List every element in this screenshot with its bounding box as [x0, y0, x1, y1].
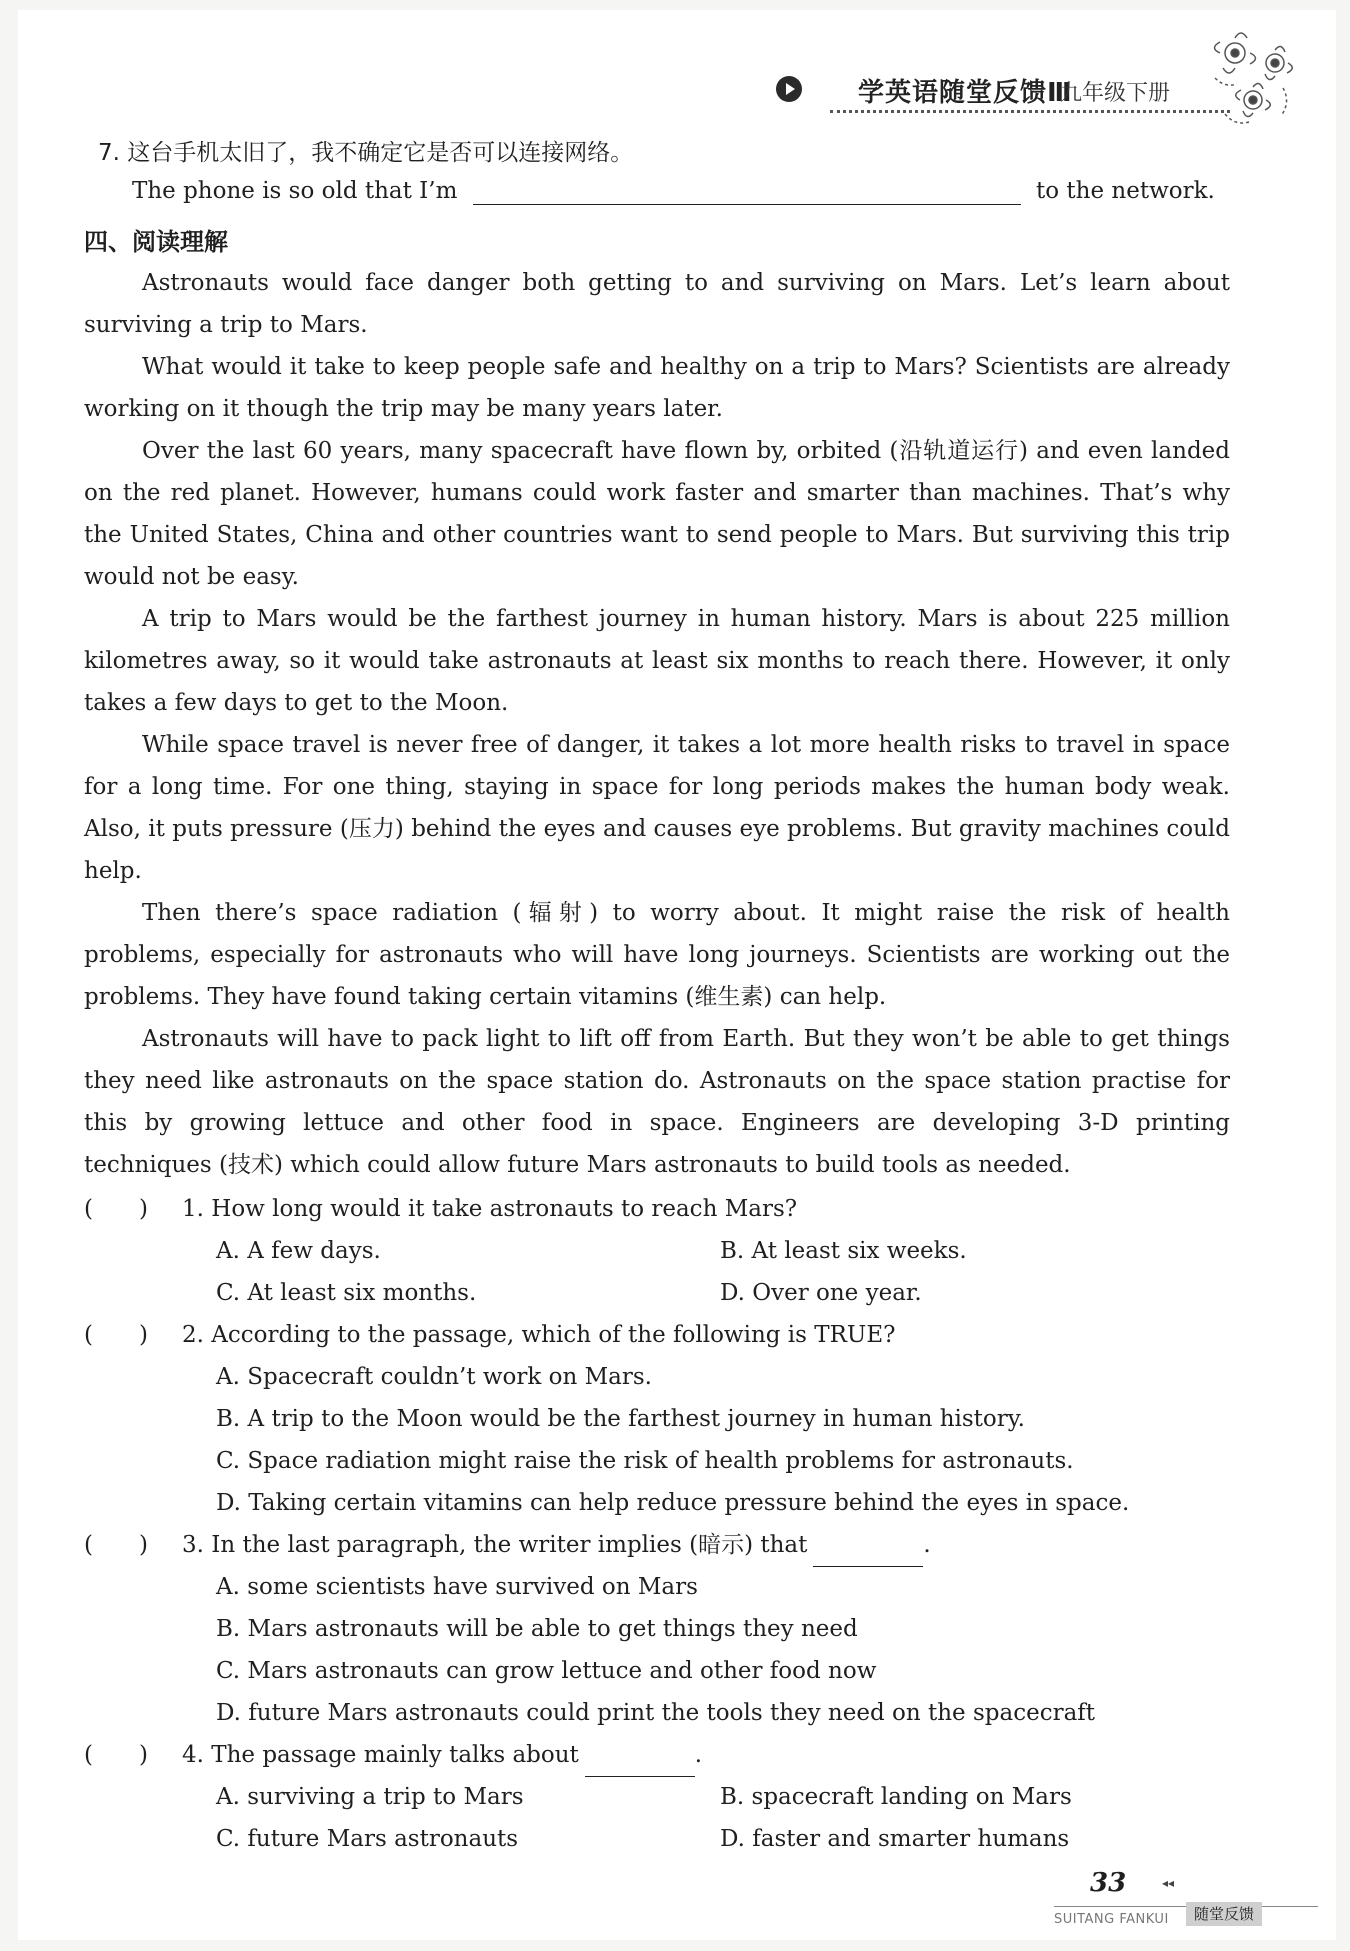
q7-text-before: The phone is so old that I’m	[132, 178, 458, 204]
option-a: A. Spacecraft couldn’t work on Mars.	[216, 1364, 652, 1390]
q7-text-after: to the network.	[1036, 178, 1215, 204]
option-row	[84, 1356, 1234, 1398]
double-left-arrow-icon: ◂◂	[1162, 1876, 1175, 1890]
option-c: C. Mars astronauts can grow lettuce and other food now	[216, 1658, 877, 1684]
answer-paren[interactable]: ( )	[84, 1196, 148, 1222]
passage-paragraph: Over the last 60 years, many spacecraft have flown by, orbited (沿轨道运行) and even landed on the red planet. However, humans could work faster and smarter than machines. That’s why the United States, China and other countries want to send people to Mars. But surviving this trip would not be easy.	[84, 438, 1230, 590]
play-icon	[776, 76, 802, 102]
question-1	[84, 1188, 1234, 1230]
option-d: D. Over one year.	[720, 1280, 922, 1306]
option-row	[84, 1818, 1234, 1860]
question-2	[84, 1314, 1234, 1356]
option-b: B. A trip to the Moon would be the farthest journey in human history.	[216, 1406, 1025, 1432]
passage-paragraph: A trip to Mars would be the farthest journey in human history. Mars is about 225 million kilometres away, so it would take astronauts at least six months to reach there. However, it only takes a few days to get to the Moon.	[84, 606, 1230, 716]
option-row	[84, 1692, 1234, 1734]
footer-pinyin: SUITANG FANKUI	[1054, 1912, 1169, 1927]
answer-paren[interactable]: ( )	[84, 1322, 148, 1348]
question-stem: 1. How long would it take astronauts to reach Mars?	[182, 1196, 798, 1222]
option-b: B. At least six weeks.	[720, 1238, 967, 1264]
option-b: B. Mars astronauts will be able to get things they need	[216, 1616, 858, 1642]
option-row	[84, 1650, 1234, 1692]
section-title: 四、阅读理解	[84, 228, 228, 256]
option-c: C. future Mars astronauts	[216, 1826, 519, 1852]
option-row	[84, 1440, 1234, 1482]
question-stem: 3. In the last paragraph, the writer implies (暗示) that	[182, 1532, 808, 1558]
option-row	[84, 1398, 1234, 1440]
question-list	[84, 1188, 1234, 1860]
question-stem: 2. According to the passage, which of the following is TRUE?	[182, 1322, 896, 1348]
passage-paragraph: What would it take to keep people safe and healthy on a trip to Mars? Scientists are already working on it though the trip may be many years later.	[84, 354, 1230, 422]
q7-answer-blank[interactable]	[473, 178, 1021, 205]
grade-label: 九年级下册	[1060, 81, 1171, 106]
option-d: D. future Mars astronauts could print the tools they need on the spacecraft	[216, 1700, 1096, 1726]
option-row	[84, 1482, 1234, 1524]
question-stem-wrap: 3. In the last paragraph, the writer implies (暗示) that .	[182, 1524, 931, 1567]
reading-passage	[84, 262, 1230, 1186]
page-number: 33	[1090, 1868, 1127, 1898]
q7-english-sentence	[132, 178, 1232, 205]
question-stem: 4. The passage mainly talks about	[182, 1742, 579, 1768]
option-c: C. Space radiation might raise the risk of health problems for astronauts.	[216, 1448, 1074, 1474]
option-d: D. faster and smarter humans	[720, 1826, 1070, 1852]
answer-paren[interactable]: ( )	[84, 1532, 148, 1558]
flower-decoration-icon	[1195, 18, 1305, 138]
page-header	[0, 0, 1350, 130]
header-divider	[830, 110, 1230, 113]
option-a: A. A few days.	[216, 1238, 381, 1264]
answer-paren[interactable]: ( )	[84, 1742, 148, 1768]
passage-paragraph: Astronauts will have to pack light to lift off from Earth. But they won’t be able to get things they need like astronauts on the space station do. Astronauts on the space station practise for this by growing lettuce and other food in space. Engineers are developing 3-D printing techniques (技术) which could allow future Mars astronauts to build tools as needed.	[84, 1026, 1230, 1178]
option-c: C. At least six months.	[216, 1280, 477, 1306]
question-3	[84, 1524, 1234, 1566]
passage-paragraph: Then there’s space radiation (辐射) to worry about. It might raise the risk of health problems, especially for astronauts who will have long journeys. Scientists are working out the problems. They have found taking certain vitamins (维生素) can help.	[84, 900, 1230, 1010]
fill-blank[interactable]	[585, 1734, 695, 1777]
book-title: 学英语随堂反馈Ⅲ	[858, 78, 1073, 108]
q7-chinese-prompt: 7. 这台手机太旧了，我不确定它是否可以连接网络。	[98, 140, 634, 166]
option-d: D. Taking certain vitamins can help reduce pressure behind the eyes in space.	[216, 1490, 1130, 1516]
option-row	[84, 1272, 1234, 1314]
option-row	[84, 1776, 1234, 1818]
question-4	[84, 1734, 1234, 1776]
footer-badge: 随堂反馈	[1186, 1902, 1262, 1926]
question-stem-wrap: 4. The passage mainly talks about .	[182, 1734, 702, 1777]
option-a: A. some scientists have survived on Mars	[216, 1574, 698, 1600]
fill-blank[interactable]	[813, 1524, 923, 1567]
option-row	[84, 1566, 1234, 1608]
passage-paragraph: While space travel is never free of danger, it takes a lot more health risks to travel in space for a long time. For one thing, staying in space for long periods makes the human body weak. Also, it puts pressure (压力) behind the eyes and causes eye problems. But gravity machines could help.	[84, 732, 1230, 884]
option-row	[84, 1608, 1234, 1650]
option-b: B. spacecraft landing on Mars	[720, 1784, 1072, 1810]
option-a: A. surviving a trip to Mars	[216, 1784, 524, 1810]
option-row	[84, 1230, 1234, 1272]
passage-paragraph: Astronauts would face danger both getting to and surviving on Mars. Let’s learn about surviving a trip to Mars.	[84, 270, 1230, 338]
